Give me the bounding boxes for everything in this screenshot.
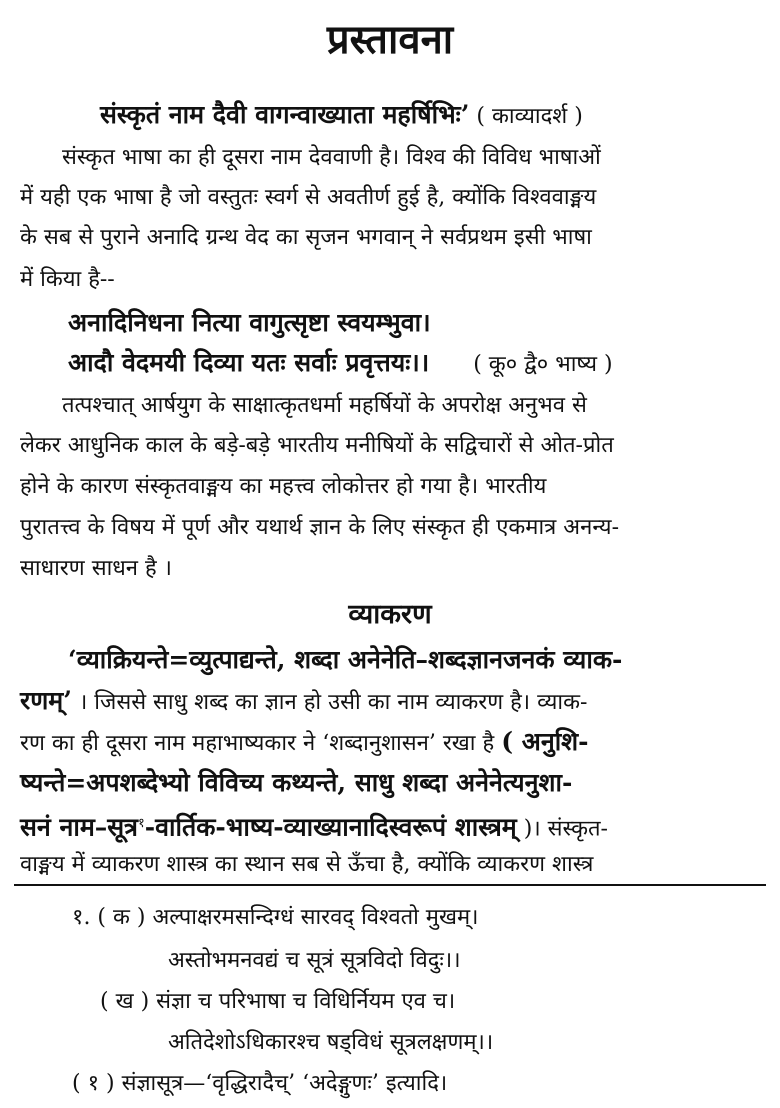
- section-term: ( अनुशि-: [501, 727, 589, 756]
- paragraph-line: में यही एक भाषा है जो वस्तुतः स्वर्ग से अवतीर्ण हुई है, क्योंकि विश्ववाङ्मय: [20, 185, 597, 210]
- paragraph-line: तत्पश्चात् आर्षयुग के साक्षात्कृतधर्मा महर्षियों के अपरोक्ष अनुभव से: [62, 393, 587, 418]
- section-text: । जिससे साधु शब्द का ज्ञान हो उसी का नाम व्याकरण है। व्याक-: [78, 690, 588, 715]
- paragraph-line: लेकर आधुनिक काल के बड़े-बड़े भारतीय मनीषियों के सद्विचारों से ओत-प्रोत: [20, 433, 614, 458]
- section-line: [20, 683, 587, 721]
- paragraph-line: संस्कृत भाषा का ही दूसरा नाम देववाणी है। विश्व की विविध भाषाओं: [62, 145, 601, 170]
- paragraph-line: में किया है--: [20, 267, 115, 292]
- section-heading: व्याकरण: [348, 599, 432, 630]
- section-line: [20, 724, 589, 762]
- verse-source: ( कू० द्वै० भाष्य ): [473, 352, 613, 377]
- footnote-line: ( ख ) संज्ञा च परिभाषा च विधिर्नियम एव च।: [100, 989, 456, 1014]
- paragraph-line: होने के कारण संस्कृतवाङ्मय का महत्त्व लोकोत्तर हो गया है। भारतीय: [20, 474, 547, 499]
- section-line: वाङ्मय में व्याकरण शास्त्र का स्थान सब से ऊँचा है, क्योंकि व्याकरण शास्त्र: [20, 852, 594, 877]
- section-line: [20, 806, 608, 847]
- verse-line: आदौ वेदमयी दिव्या यतः सर्वाः प्रवृत्तयः।।: [68, 348, 430, 377]
- quote-source: ( काव्यादर्श ): [476, 104, 583, 129]
- paragraph-line: पुरातत्त्व के विषय में पूर्ण और यथार्थ ज्ञान के लिए संस्कृत ही एकमात्र अनन्य-: [20, 515, 620, 540]
- footnote-divider: [14, 884, 766, 886]
- verse-line-with-source: [68, 345, 613, 383]
- footnote-line: अस्तोभमनवद्यं च सूत्रं सूत्रविदो विदुः।।: [168, 948, 461, 973]
- footnote-line: १. ( क ) अल्पाक्षरमसन्दिग्धं सारवद् विश्वतो मुखम्।: [72, 905, 479, 930]
- verse-line: अनादिनिधना नित्या वागुत्सृष्टा स्वयम्भुवा।: [68, 308, 431, 337]
- section-text: )। संस्कृत-: [523, 816, 608, 842]
- paragraph-line: के सब से पुराने अनादि ग्रन्थ वेद का सृजन भगवान् ने सर्वप्रथम इसी भाषा: [20, 225, 592, 250]
- section-line: ष्यन्ते=अपशब्देभ्यो विविच्य कथ्यन्ते, साधु शब्दा अनेनेत्यनुशा-: [20, 768, 573, 797]
- footnote-line: ( १ ) संज्ञासूत्र—‘वृद्धिरादैच्’ ‘अदेङ्गुणः’ इत्यादि।: [72, 1071, 448, 1096]
- section-term: रणम्’: [20, 686, 72, 715]
- section-text: रण का ही दूसरा नाम महाभाष्यकार ने ‘शब्दानुशासन’ रखा है: [20, 731, 495, 756]
- section-term: सनं नाम–सूत्र: [20, 812, 138, 842]
- opening-quote-line: [100, 97, 583, 135]
- section-term: -वार्तिक-भाष्य-व्याख्यानादिस्वरूपं शास्त्रम्: [144, 812, 517, 842]
- footnote-marker: १: [137, 816, 145, 831]
- page-title: प्रस्तावना: [326, 16, 454, 63]
- opening-quote: संस्कृतं नाम दैवी वागन्वाख्याता महर्षिभिः’: [100, 100, 470, 129]
- section-line: ‘व्याक्रियन्ते=व्युत्पाद्यन्ते, शब्दा अनेनेति–शब्दज्ञानजनकं व्याक-: [68, 645, 623, 674]
- paragraph-line: साधारण साधन है ।: [20, 556, 173, 581]
- footnote-line: अतिदेशोऽधिकारश्च षड्विधं सूत्रलक्षणम्।।: [168, 1030, 494, 1055]
